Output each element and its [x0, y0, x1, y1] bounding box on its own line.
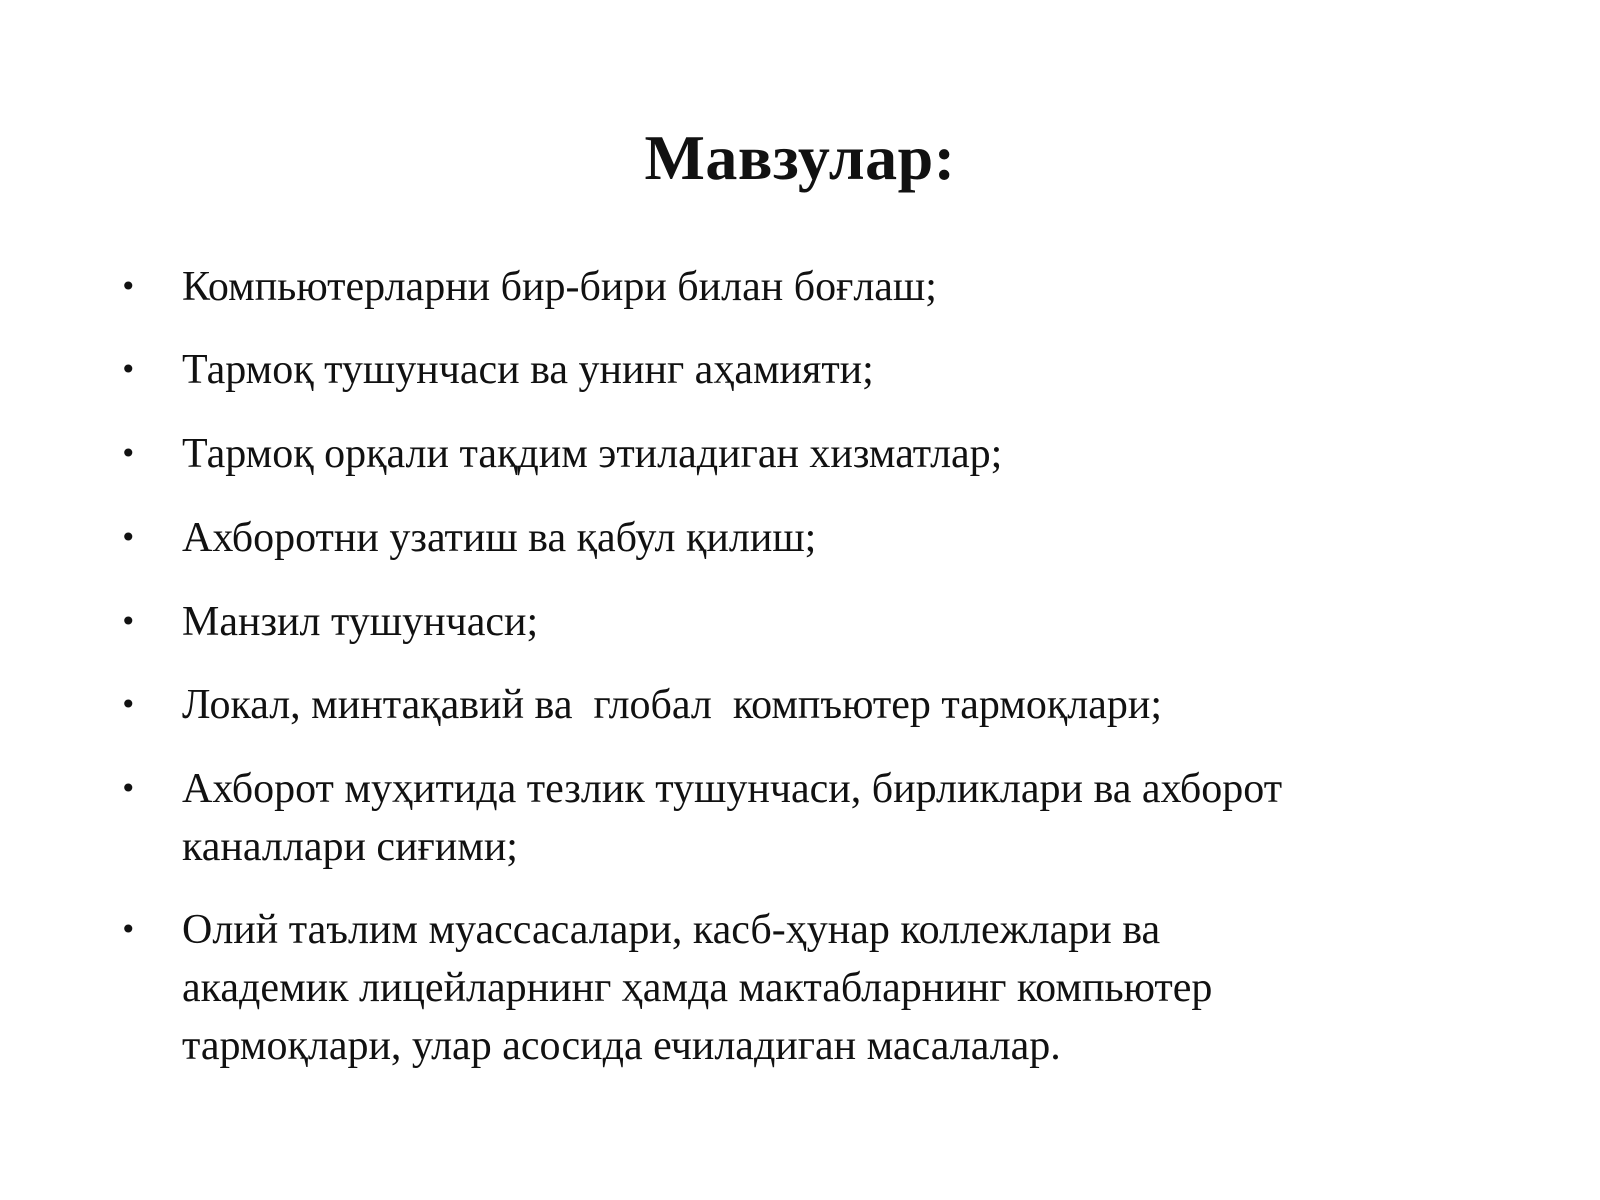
bullet-icon: •: [120, 353, 137, 386]
slide-title: Мавзулар:: [644, 122, 956, 193]
topic-text: Манзил тушунчаси;: [182, 599, 539, 645]
bullet-icon: •: [120, 270, 137, 303]
bullet-icon: •: [120, 913, 137, 946]
topic-text: Компьютерларни бир-бири билан боғлаш;: [182, 264, 937, 310]
topic-text: Олий таълим муассасалари, касб-ҳунар коллежлари ва академик лицейларнинг ҳамда мактабларнинг компьютер тармоқлари, улар асосида ечиладиган масалалар.: [182, 907, 1213, 1069]
topic-text: Тармоқ орқали тақдим этиладиган хизматлар;: [182, 431, 1003, 477]
topic-text: Тармоқ тушунчаси ва унинг аҳамияти;: [182, 347, 874, 393]
topic-text: Ахборотни узатиш ва қабул қилиш;: [182, 515, 817, 561]
bullet-icon: •: [120, 521, 137, 554]
bullet-icon: •: [120, 605, 137, 638]
topic-text: Локал, минтақавий ва глобал компъютер тармоқлари;: [182, 682, 1163, 728]
topic-text: Ахборот муҳитида тезлик тушунчаси, бирликлари ва ахборот каналлари сиғими;: [182, 766, 1283, 870]
bullet-icon: •: [120, 688, 137, 721]
bullet-icon: •: [120, 437, 137, 470]
bullet-icon: •: [120, 772, 137, 805]
